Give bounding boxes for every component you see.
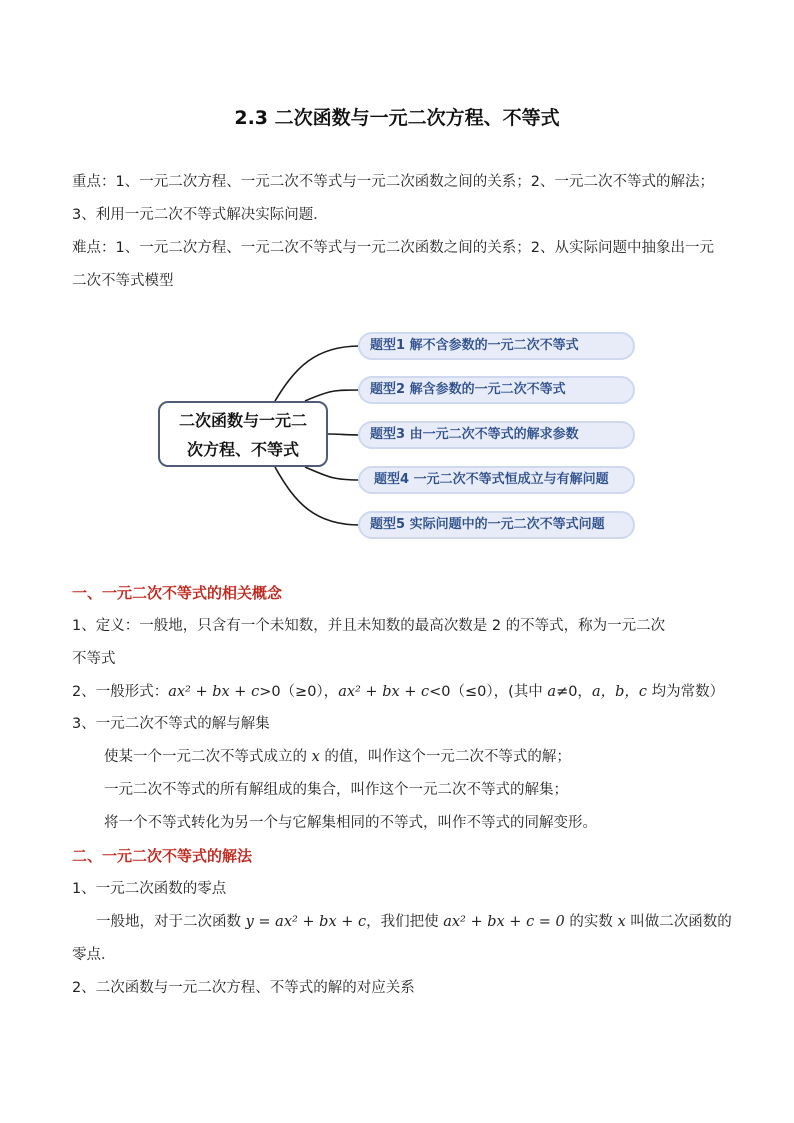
definition-line-1: 1、定义：一般地，只含有一个未知数，并且未知数的最高次数是 2 的不等式，称为一元二次 [72, 618, 666, 634]
central-line-1: 二次函数与一元二 [178, 411, 307, 430]
mind-map [155, 328, 645, 543]
zero-text-pre: 一般地，对于二次函数 [96, 914, 246, 930]
zero-text-end: 叫做二次函数的 [625, 914, 732, 930]
branch-type-2: 题型2 解含参数的一元二次不等式 [358, 376, 635, 404]
correspondence-heading: 2、二次函数与一元二次方程、不等式的解的对应关系 [72, 980, 415, 996]
item-3-heading: 3、一元二次不等式的解与解集 [72, 716, 270, 732]
definition-line-2: 不等式 [72, 651, 116, 667]
general-form-suffix: 均为常数） [647, 684, 725, 700]
branch-type-4: 题型4 一元二次不等式恒成立与有解问题 [358, 466, 635, 494]
key-points-paragraph: 重点：1、一元二次方程、一元二次不等式与一元二次函数之间的关系；2、一元二次不等式的解法；3、利用一元二次不等式解决实际问题． [72, 174, 714, 223]
difficulties-paragraph: 难点：1、一元二次方程、一元二次不等式与一元二次函数之间的关系；2、从实际问题中抽象出一元二次不等式模型 [72, 240, 714, 289]
condition: ≠0， [556, 684, 592, 700]
section-1-heading: 一、一元二次不等式的相关概念 [72, 584, 283, 602]
branch-type-3: 题型3 由一元二次不等式的解求参数 [358, 421, 635, 449]
section-2-heading: 二、一元二次不等式的解法 [72, 847, 253, 865]
relation-1: >0（≥0）， [259, 684, 339, 700]
solution-text-pre: 使某一个一元二次不等式成立的 [104, 749, 312, 765]
general-form-prefix: 2、一般形式： [72, 684, 169, 700]
zero-point-definition [96, 910, 732, 931]
equivalent-transform-definition: 将一个不等式转化为另一个与它解集相同的不等式，叫作不等式的同解变形。 [104, 815, 597, 831]
relation-2: <0（≤0），(其中 [429, 684, 548, 700]
solution-set-definition: 一元二次不等式的所有解组成的集合，叫作这个一元二次不等式的解集； [104, 782, 568, 798]
branch-type-5: 题型5 实际问题中的一元二次不等式问题 [358, 511, 635, 539]
quadratic-equation: ax² + bx + c = 0 [443, 914, 565, 930]
branch-type-1: 题型1 解不含参数的一元二次不等式 [358, 332, 635, 360]
central-line-2: 次方程、不等式 [186, 440, 299, 459]
var-x-2: x [617, 914, 626, 930]
quadratic-function: y = ax² + bx + c [245, 914, 367, 930]
zero-text-post: 的实数 [564, 914, 618, 930]
page-title: 2.3 二次函数与一元二次方程、不等式 [234, 107, 560, 129]
general-form-line [72, 680, 724, 701]
zero-point-line-2: 零点． [72, 947, 116, 963]
var-x: x [311, 749, 320, 765]
zero-point-heading: 1、一元二次函数的零点 [72, 881, 227, 897]
var-a: a [547, 684, 557, 700]
zero-text-mid: ，我们把使 [366, 914, 444, 930]
mind-map-central-node [158, 401, 328, 467]
solution-definition [104, 745, 571, 766]
formula-1: ax² + bx + c [168, 684, 260, 700]
solution-text-post: 的值，叫作这个一元二次不等式的解； [319, 749, 571, 765]
formula-2: ax² + bx + c [338, 684, 430, 700]
constants: a，b，c [591, 684, 647, 700]
